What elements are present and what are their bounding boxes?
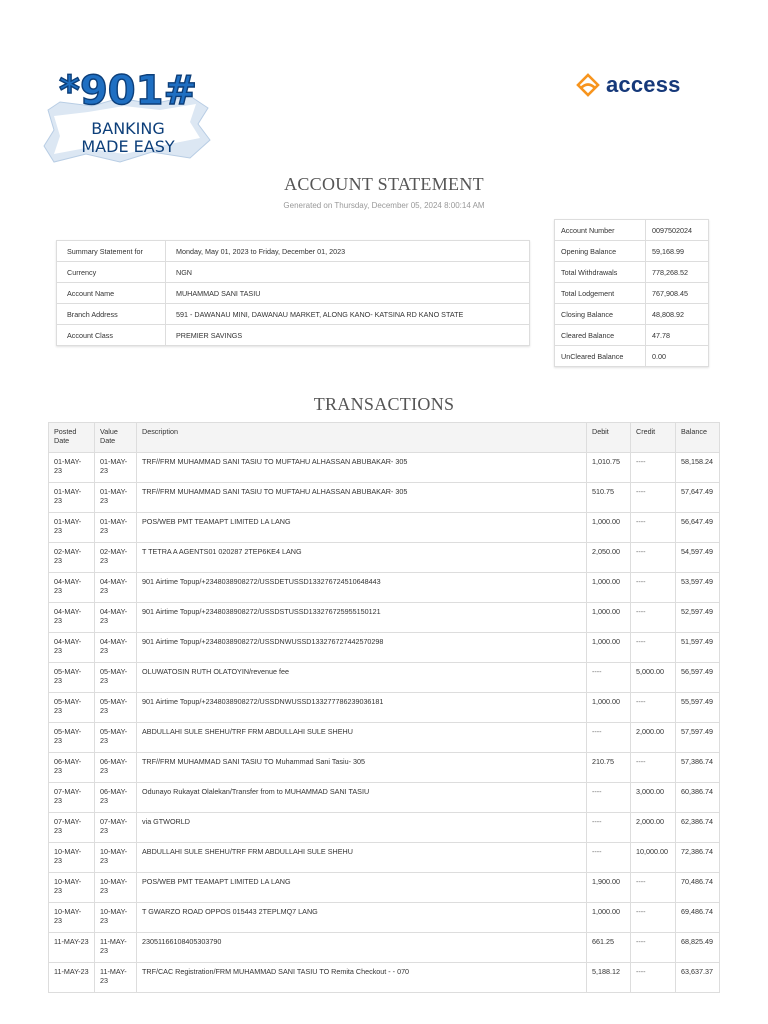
summary-label: Account Class xyxy=(57,325,166,346)
balance-cell: 72,386.74 xyxy=(676,843,720,873)
debit-cell: ---- xyxy=(587,663,631,693)
debit-cell: 1,900.00 xyxy=(587,873,631,903)
table-row xyxy=(49,753,720,783)
balance-value: 0097502024 xyxy=(646,220,709,241)
col-credit: Credit xyxy=(631,423,676,453)
balance-label: Total Withdrawals xyxy=(555,262,646,283)
value-date-cell: 04-MAY-23 xyxy=(95,633,137,663)
description-cell: ABDULLAHI SULE SHEHU/TRF FRM ABDULLAHI SULE SHEHU xyxy=(137,843,587,873)
balance-label: Opening Balance xyxy=(555,241,646,262)
credit-cell: 10,000.00 xyxy=(631,843,676,873)
balance-cell: 56,597.49 xyxy=(676,663,720,693)
credit-cell: 5,000.00 xyxy=(631,663,676,693)
balance-cell: 57,597.49 xyxy=(676,723,720,753)
summary-row xyxy=(57,283,530,304)
balance-cell: 58,158.24 xyxy=(676,453,720,483)
posted-date-cell: 05-MAY-23 xyxy=(49,723,95,753)
summary-value: MUHAMMAD SANI TASIU xyxy=(166,283,530,304)
description-cell: 901 Airtime Topup/+2348038908272/USSDNWUSSD133277786239036181 xyxy=(137,693,587,723)
banking-made-easy-logo xyxy=(40,66,215,166)
access-wordmark: access xyxy=(606,72,681,97)
value-date-cell: 10-MAY-23 xyxy=(95,873,137,903)
description-cell: 23051166108405303790 xyxy=(137,933,587,963)
debit-cell: 1,000.00 xyxy=(587,903,631,933)
transactions-title: TRANSACTIONS xyxy=(313,394,455,414)
credit-cell: ---- xyxy=(631,753,676,783)
debit-cell: 661.25 xyxy=(587,933,631,963)
credit-cell: ---- xyxy=(631,543,676,573)
balances-table xyxy=(554,219,709,367)
credit-cell: ---- xyxy=(631,693,676,723)
posted-date-cell: 10-MAY-23 xyxy=(49,903,95,933)
description-cell: via GTWORLD xyxy=(137,813,587,843)
description-cell: TRF//FRM MUHAMMAD SANI TASIU TO MUFTAHU ALHASSAN ABUBAKAR- 305 xyxy=(137,483,587,513)
credit-cell: ---- xyxy=(631,903,676,933)
debit-cell: 510.75 xyxy=(587,483,631,513)
access-logo xyxy=(576,72,681,98)
balance-cell: 52,597.49 xyxy=(676,603,720,633)
promo-line2: MADE EASY xyxy=(81,137,175,156)
posted-date-cell: 11-MAY-23 xyxy=(49,933,95,963)
balance-label: Cleared Balance xyxy=(555,325,646,346)
summary-row xyxy=(57,304,530,325)
posted-date-cell: 07-MAY-23 xyxy=(49,783,95,813)
credit-cell: 2,000.00 xyxy=(631,723,676,753)
posted-date-cell: 04-MAY-23 xyxy=(49,573,95,603)
summary-row xyxy=(57,241,530,262)
balance-label: Closing Balance xyxy=(555,304,646,325)
value-date-cell: 11-MAY-23 xyxy=(95,963,137,993)
description-cell: POS/WEB PMT TEAMAPT LIMITED LA LANG xyxy=(137,873,587,903)
value-date-cell: 05-MAY-23 xyxy=(95,693,137,723)
description-cell: T TETRA A AGENTS01 020287 2TEP6KE4 LANG xyxy=(137,543,587,573)
balance-value: 48,808.92 xyxy=(646,304,709,325)
summary-value: Monday, May 01, 2023 to Friday, December 01, 2023 xyxy=(166,241,530,262)
debit-cell: 210.75 xyxy=(587,753,631,783)
balance-cell: 57,386.74 xyxy=(676,753,720,783)
debit-cell: 1,000.00 xyxy=(587,573,631,603)
table-row xyxy=(49,903,720,933)
table-row xyxy=(49,633,720,663)
balance-cell: 69,486.74 xyxy=(676,903,720,933)
value-date-cell: 06-MAY-23 xyxy=(95,783,137,813)
transactions-header-row xyxy=(49,423,720,453)
description-cell: TRF//FRM MUHAMMAD SANI TASIU TO Muhammad Sani Tasiu- 305 xyxy=(137,753,587,783)
table-row xyxy=(49,933,720,963)
value-date-cell: 01-MAY-23 xyxy=(95,483,137,513)
table-row xyxy=(49,513,720,543)
description-cell: T GWARZO ROAD OPPOS 015443 2TEPLMQ7 LANG xyxy=(137,903,587,933)
value-date-cell: 11-MAY-23 xyxy=(95,933,137,963)
posted-date-cell: 05-MAY-23 xyxy=(49,693,95,723)
balance-row xyxy=(555,325,709,346)
credit-cell: ---- xyxy=(631,963,676,993)
col-balance: Balance xyxy=(676,423,720,453)
posted-date-cell: 04-MAY-23 xyxy=(49,633,95,663)
table-row xyxy=(49,693,720,723)
description-cell: TRF//FRM MUHAMMAD SANI TASIU TO MUFTAHU ALHASSAN ABUBAKAR- 305 xyxy=(137,453,587,483)
description-cell: OLUWATOSIN RUTH OLATOYIN/revenue fee xyxy=(137,663,587,693)
table-row xyxy=(49,783,720,813)
col-debit: Debit xyxy=(587,423,631,453)
access-diamond-icon xyxy=(576,73,600,97)
credit-cell: 2,000.00 xyxy=(631,813,676,843)
value-date-cell: 04-MAY-23 xyxy=(95,603,137,633)
table-row xyxy=(49,453,720,483)
balance-cell: 70,486.74 xyxy=(676,873,720,903)
col-value-date: Value Date xyxy=(95,423,137,453)
description-cell: 901 Airtime Topup/+2348038908272/USSDSTUSSD133276725955150121 xyxy=(137,603,587,633)
posted-date-cell: 05-MAY-23 xyxy=(49,663,95,693)
debit-cell: 5,188.12 xyxy=(587,963,631,993)
summary-value: PREMIER SAVINGS xyxy=(166,325,530,346)
summary-value: 591 - DAWANAU MINI, DAWANAU MARKET, ALONG KANO- KATSINA RD KANO STATE xyxy=(166,304,530,325)
balance-cell: 62,386.74 xyxy=(676,813,720,843)
summary-label: Branch Address xyxy=(57,304,166,325)
posted-date-cell: 04-MAY-23 xyxy=(49,603,95,633)
credit-cell: ---- xyxy=(631,513,676,543)
debit-cell: ---- xyxy=(587,813,631,843)
balance-cell: 54,597.49 xyxy=(676,543,720,573)
balance-cell: 57,647.49 xyxy=(676,483,720,513)
credit-cell: ---- xyxy=(631,873,676,903)
balance-cell: 56,647.49 xyxy=(676,513,720,543)
value-date-cell: 02-MAY-23 xyxy=(95,543,137,573)
credit-cell: 3,000.00 xyxy=(631,783,676,813)
balance-cell: 51,597.49 xyxy=(676,633,720,663)
debit-cell: ---- xyxy=(587,783,631,813)
summary-label: Summary Statement for xyxy=(57,241,166,262)
balance-value: 0.00 xyxy=(646,346,709,367)
value-date-cell: 05-MAY-23 xyxy=(95,723,137,753)
balance-cell: 68,825.49 xyxy=(676,933,720,963)
table-row xyxy=(49,963,720,993)
balance-row xyxy=(555,241,709,262)
credit-cell: ---- xyxy=(631,453,676,483)
table-row xyxy=(49,663,720,693)
balance-row xyxy=(555,283,709,304)
balance-cell: 63,637.37 xyxy=(676,963,720,993)
description-cell: 901 Airtime Topup/+2348038908272/USSDNWUSSD133276727442570298 xyxy=(137,633,587,663)
description-cell: 901 Airtime Topup/+2348038908272/USSDETUSSD133276724510648443 xyxy=(137,573,587,603)
table-row xyxy=(49,573,720,603)
balance-cell: 53,597.49 xyxy=(676,573,720,603)
summary-row xyxy=(57,262,530,283)
transactions-table xyxy=(48,422,720,993)
debit-cell: 1,000.00 xyxy=(587,513,631,543)
posted-date-cell: 10-MAY-23 xyxy=(49,873,95,903)
balance-row xyxy=(555,220,709,241)
table-row xyxy=(49,813,720,843)
balance-value: 778,268.52 xyxy=(646,262,709,283)
generated-timestamp: Generated on Thursday, December 05, 2024 8:00:14 AM xyxy=(283,201,485,210)
summary-label: Currency xyxy=(57,262,166,283)
credit-cell: ---- xyxy=(631,573,676,603)
balance-value: 59,168.99 xyxy=(646,241,709,262)
summary-row xyxy=(57,325,530,346)
table-row xyxy=(49,483,720,513)
posted-date-cell: 01-MAY-23 xyxy=(49,483,95,513)
balance-row xyxy=(555,346,709,367)
balance-label: Account Number xyxy=(555,220,646,241)
balance-row xyxy=(555,304,709,325)
posted-date-cell: 01-MAY-23 xyxy=(49,513,95,543)
value-date-cell: 10-MAY-23 xyxy=(95,903,137,933)
debit-cell: ---- xyxy=(587,843,631,873)
value-date-cell: 01-MAY-23 xyxy=(95,453,137,483)
credit-cell: ---- xyxy=(631,633,676,663)
description-cell: TRF/CAC Registration/FRM MUHAMMAD SANI TASIU TO Remita Checkout - - 070 xyxy=(137,963,587,993)
balance-value: 47.78 xyxy=(646,325,709,346)
page-title: ACCOUNT STATEMENT xyxy=(284,174,484,194)
debit-cell: ---- xyxy=(587,723,631,753)
col-description: Description xyxy=(137,423,587,453)
debit-cell: 1,000.00 xyxy=(587,633,631,663)
table-row xyxy=(49,843,720,873)
posted-date-cell: 02-MAY-23 xyxy=(49,543,95,573)
posted-date-cell: 11-MAY-23 xyxy=(49,963,95,993)
table-row xyxy=(49,723,720,753)
value-date-cell: 10-MAY-23 xyxy=(95,843,137,873)
description-cell: Odunayo Rukayat Olalekan/Transfer from to MUHAMMAD SANI TASIU xyxy=(137,783,587,813)
balance-value: 767,908.45 xyxy=(646,283,709,304)
value-date-cell: 06-MAY-23 xyxy=(95,753,137,783)
table-row xyxy=(49,543,720,573)
posted-date-cell: 01-MAY-23 xyxy=(49,453,95,483)
promo-code: *901# xyxy=(59,68,197,114)
credit-cell: ---- xyxy=(631,603,676,633)
value-date-cell: 07-MAY-23 xyxy=(95,813,137,843)
balance-row xyxy=(555,262,709,283)
summary-label: Account Name xyxy=(57,283,166,304)
credit-cell: ---- xyxy=(631,483,676,513)
balance-cell: 60,386.74 xyxy=(676,783,720,813)
posted-date-cell: 10-MAY-23 xyxy=(49,843,95,873)
balance-cell: 55,597.49 xyxy=(676,693,720,723)
balance-label: Total Lodgement xyxy=(555,283,646,304)
summary-table xyxy=(56,240,530,346)
credit-cell: ---- xyxy=(631,933,676,963)
posted-date-cell: 07-MAY-23 xyxy=(49,813,95,843)
value-date-cell: 04-MAY-23 xyxy=(95,573,137,603)
table-row xyxy=(49,873,720,903)
description-cell: ABDULLAHI SULE SHEHU/TRF FRM ABDULLAHI SULE SHEHU xyxy=(137,723,587,753)
summary-value: NGN xyxy=(166,262,530,283)
promo-line1: BANKING xyxy=(91,119,165,138)
debit-cell: 2,050.00 xyxy=(587,543,631,573)
value-date-cell: 05-MAY-23 xyxy=(95,663,137,693)
col-posted-date: Posted Date xyxy=(49,423,95,453)
debit-cell: 1,000.00 xyxy=(587,603,631,633)
debit-cell: 1,000.00 xyxy=(587,693,631,723)
table-row xyxy=(49,603,720,633)
description-cell: POS/WEB PMT TEAMAPT LIMITED LA LANG xyxy=(137,513,587,543)
posted-date-cell: 06-MAY-23 xyxy=(49,753,95,783)
debit-cell: 1,010.75 xyxy=(587,453,631,483)
value-date-cell: 01-MAY-23 xyxy=(95,513,137,543)
balance-label: UnCleared Balance xyxy=(555,346,646,367)
